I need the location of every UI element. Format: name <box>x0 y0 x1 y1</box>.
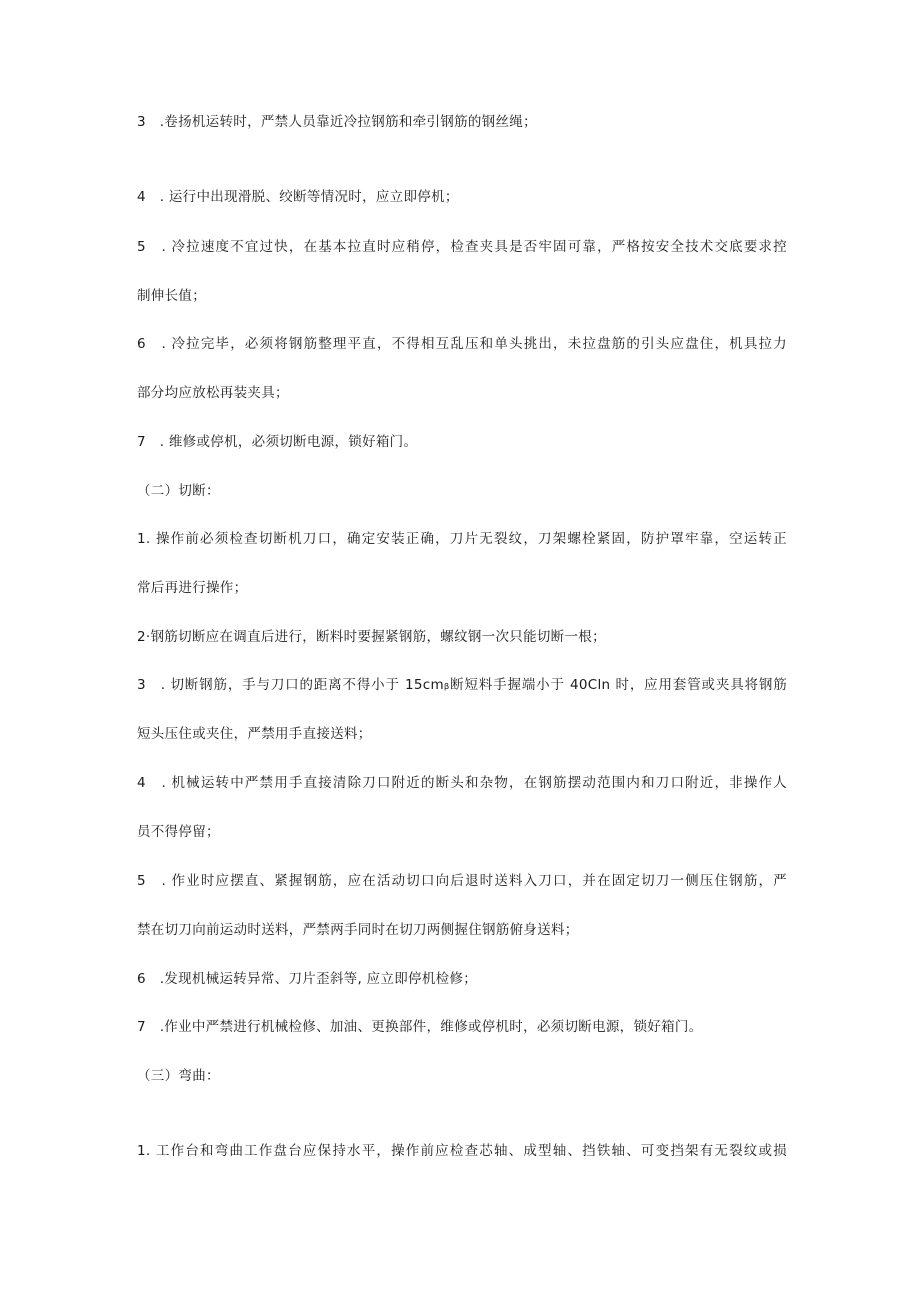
text-line: 1. 工作台和弯曲工作盘台应保持水平，操作前应检查芯轴、成型轴、挡铁轴、可变挡架有无裂纹或损 <box>137 1143 787 1159</box>
text-line: 3 . 切断钢筋，手与刀口的距离不得小于 15cmᵦ断短料手握端小于 40Cln 时，应用套管或夹具将钢筋 <box>137 677 788 693</box>
text-line: 员不得停留； <box>137 824 220 840</box>
text-line: 2·钢筋切断应在调直后进行，断料时要握紧钢筋，螺纹钢一次只能切断一根； <box>137 629 606 645</box>
text-line: 4 . 机械运转中严禁用手直接清除刀口附近的断头和杂物，在钢筋摆动范围内和刀口附近，非操作人 <box>137 775 787 791</box>
section-heading: （三）弯曲： <box>137 1068 220 1084</box>
section-heading: （二）切断： <box>137 483 220 499</box>
text-line: 7 . 维修或停机，必须切断电源，锁好箱门。 <box>137 434 418 450</box>
text-line: 6 . 冷拉完毕，必须将钢筋整理平直，不得相互乱压和单头挑出，未拉盘筋的引头应盘住，机具拉力 <box>137 336 787 352</box>
text-line: 短头压住或夹住，严禁用手直接送料； <box>137 726 372 742</box>
text-line: 5 . 冷拉速度不宜过快，在基本拉直时应稍停，检查夹具是否牢固可靠，严格按安全技术交底要求控 <box>137 239 787 255</box>
text-line: 部分均应放松再装夹具； <box>137 385 289 401</box>
text-line: 1. 操作前必须检查切断机刀口，确定安装正确，刀片无裂纹，刀架螺栓紧固，防护罩牢靠，空运转正 <box>137 531 787 547</box>
text-line: 禁在切刀向前运动时送料，严禁两手同时在切刀两侧握住钢筋俯身送料； <box>137 922 579 938</box>
text-line: 4 . 运行中出现滑脱、绞断等情况时，应立即停机； <box>137 189 459 205</box>
text-line: 6 .发现机械运转异常、刀片歪斜等, 应立即停机检修； <box>137 971 478 987</box>
text-line: 常后再进行操作； <box>137 580 248 596</box>
text-line: 7 .作业中严禁进行机械检修、加油、更换部件，维修或停机时，必须切断电源，锁好箱门。 <box>137 1019 703 1035</box>
text-line: 5 . 作业时应摆直、紧握钢筋，应在活动切口向后退时送料入刀口，并在固定切刀一侧压住钢筋，严 <box>137 873 787 889</box>
text-line: 制伸长值； <box>137 288 206 304</box>
text-line: 3 .卷扬机运转时，严禁人员靠近冷拉钢筋和牵引钢筋的钢丝绳； <box>137 114 537 130</box>
